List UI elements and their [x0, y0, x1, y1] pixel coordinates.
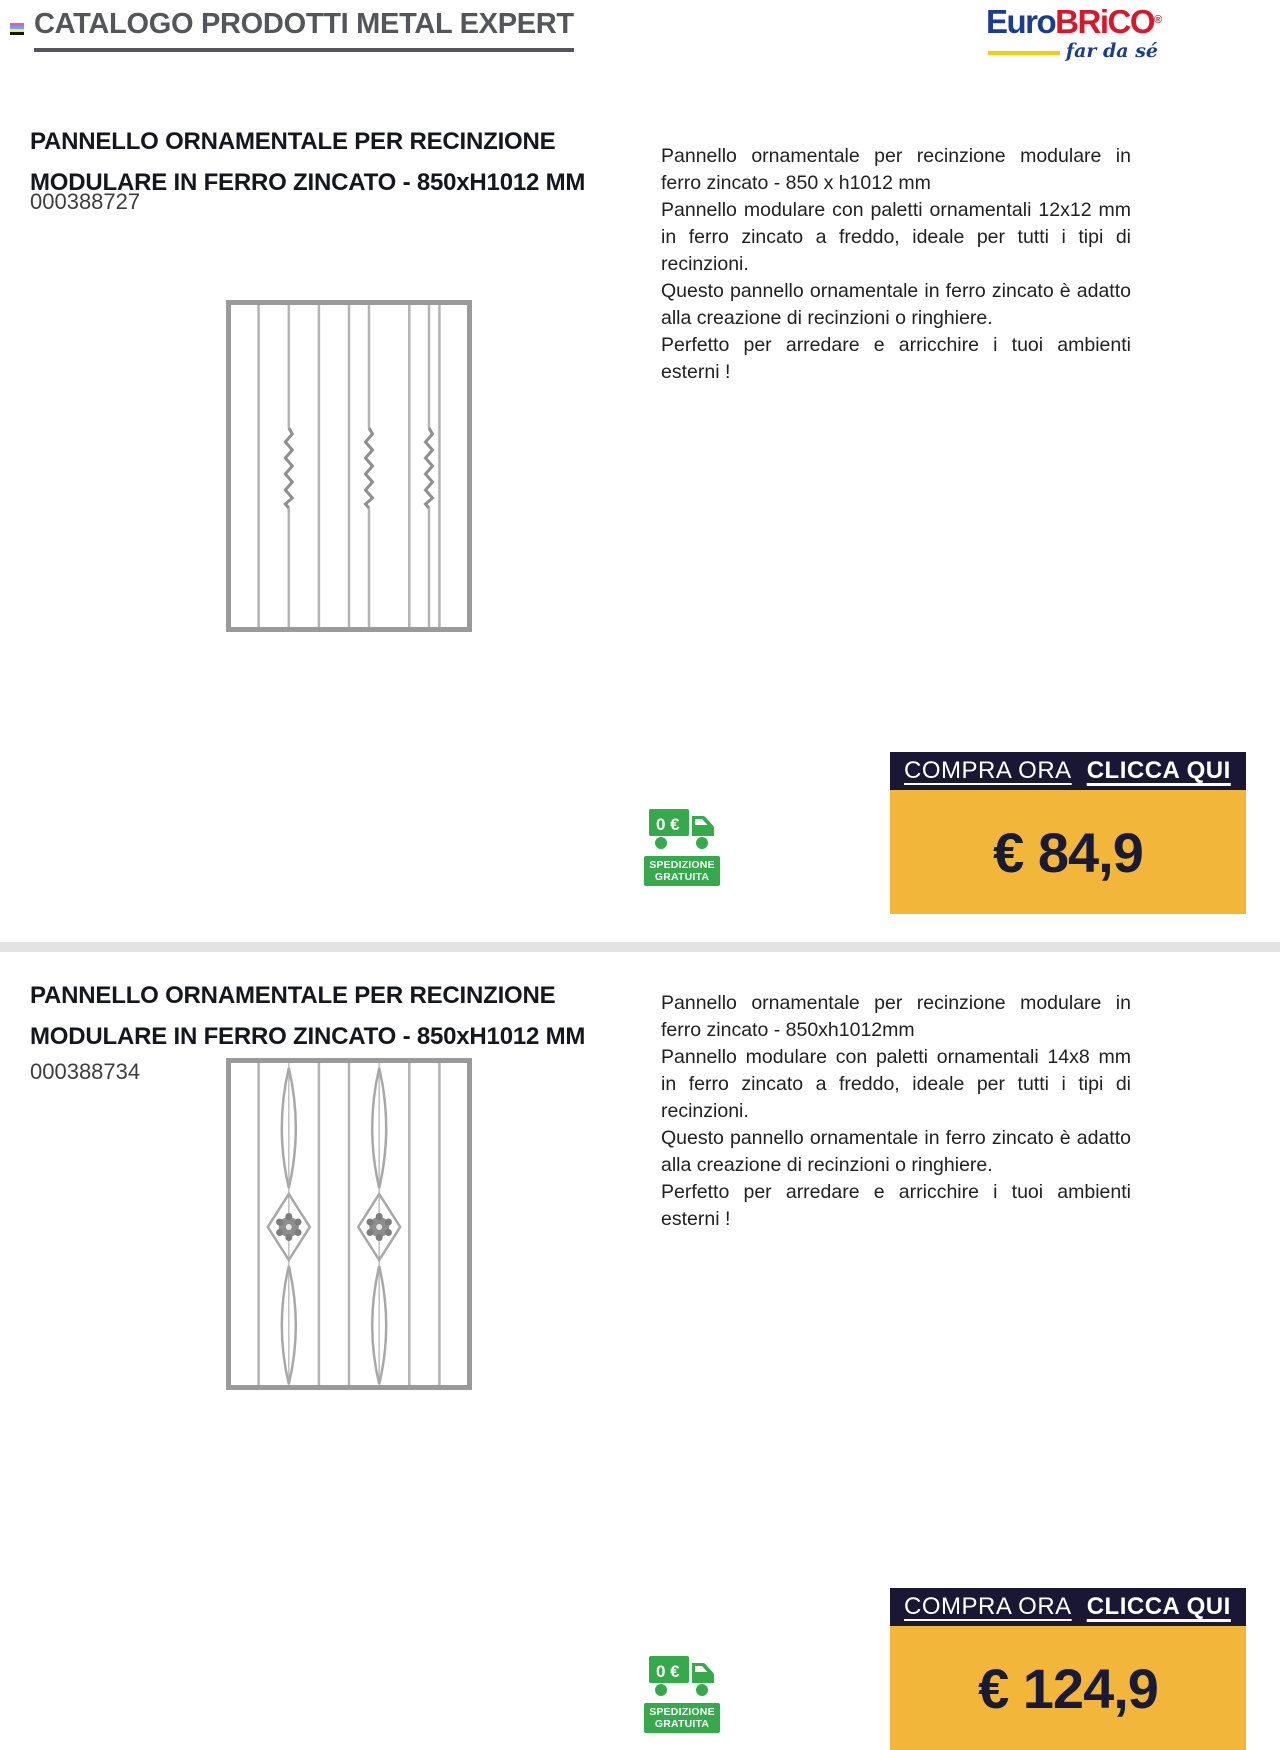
free-shipping-label: [644, 856, 720, 886]
product-title: [30, 975, 630, 1057]
zero-euro-label: 0 €: [656, 1662, 680, 1681]
free-shipping-truck-icon: [648, 806, 716, 850]
free-shipping-label: [644, 1703, 720, 1733]
description-paragraph: Perfetto per arredare e arricchire i tuoi ambienti esterni !: [661, 334, 1131, 383]
zero-euro-label: 0 €: [656, 815, 680, 834]
free-shipping-badge: [644, 806, 720, 886]
product-image-fence-panel: [226, 1058, 472, 1390]
cmyk-stripes-icon: [10, 23, 24, 35]
description-paragraph: Questo pannello ornamentale in ferro zincato è adatto alla creazione di recinzioni o ringhiere.: [661, 280, 1131, 329]
buy-now-button[interactable]: [890, 752, 1246, 790]
description-paragraph: Perfetto per arredare e arricchire i tuoi ambienti esterni !: [661, 1181, 1131, 1230]
product-code: 000388727: [30, 189, 141, 214]
price-box: € 124,9: [890, 1626, 1246, 1750]
free-shipping-badge: [644, 1653, 720, 1733]
buy-now-button[interactable]: [890, 1588, 1246, 1626]
product-description: [661, 143, 1131, 386]
shipping-label-line2: GRATUITA: [654, 871, 710, 883]
clicca-qui-label[interactable]: CLICCA QUI: [1086, 757, 1231, 784]
compra-ora-label[interactable]: COMPRA ORA: [904, 1593, 1072, 1620]
description-paragraph: Pannello ornamentale per recinzione modulare in ferro zincato - 850 x h1012 mm: [661, 145, 1131, 194]
buy-module: [890, 752, 1246, 914]
shipping-label-line1: SPEDIZIONE: [649, 859, 715, 871]
product-code: 000388734: [30, 1059, 141, 1084]
description-paragraph: Questo pannello ornamentale in ferro zincato è adatto alla creazione di recinzioni o ringhiere.: [661, 1127, 1131, 1176]
description-paragraph: Pannello modulare con paletti ornamentali 14x8 mm in ferro zincato a freddo, ideale per tutti i tipi di recinzioni.: [661, 1046, 1131, 1122]
product-description: [661, 990, 1131, 1233]
page-title: CATALOGO PRODOTTI METAL EXPERT: [34, 8, 574, 52]
shipping-label-line1: SPEDIZIONE: [649, 1706, 715, 1718]
registered-mark: ®: [1154, 14, 1161, 26]
logo-word-euro: Euro: [986, 3, 1056, 40]
product-title-line1: PANNELLO ORNAMENTALE PER RECINZIONE: [30, 982, 556, 1009]
clicca-qui-label[interactable]: CLICCA QUI: [1086, 1593, 1231, 1620]
free-shipping-truck-icon: [648, 1653, 716, 1697]
buy-module: [890, 1588, 1246, 1750]
eurobrico-logo: [986, 3, 1161, 62]
product-image-fence-panel: [226, 300, 472, 632]
eurobrico-logo-text: [986, 3, 1161, 40]
product-title-line2: MODULARE IN FERRO ZINCATO - 850xH1012 MM: [30, 169, 586, 196]
section-divider: [0, 942, 1280, 952]
product-title-line2: MODULARE IN FERRO ZINCATO - 850xH1012 MM: [30, 1023, 586, 1050]
description-paragraph: Pannello modulare con paletti ornamentali 12x12 mm in ferro zincato a freddo, ideale per tutti i tipi di recinzioni.: [661, 199, 1131, 275]
price-box: € 84,9: [890, 790, 1246, 914]
logo-yellow-underline: [988, 51, 1060, 55]
logo-tagline: far da sé: [1065, 40, 1158, 62]
logo-word-brico: BRiCO: [1055, 3, 1155, 40]
compra-ora-label[interactable]: COMPRA ORA: [904, 757, 1072, 784]
description-paragraph: Pannello ornamentale per recinzione modulare in ferro zincato - 850xh1012mm: [661, 992, 1131, 1041]
product-title-line1: PANNELLO ORNAMENTALE PER RECINZIONE: [30, 128, 556, 155]
shipping-label-line2: GRATUITA: [654, 1718, 710, 1730]
